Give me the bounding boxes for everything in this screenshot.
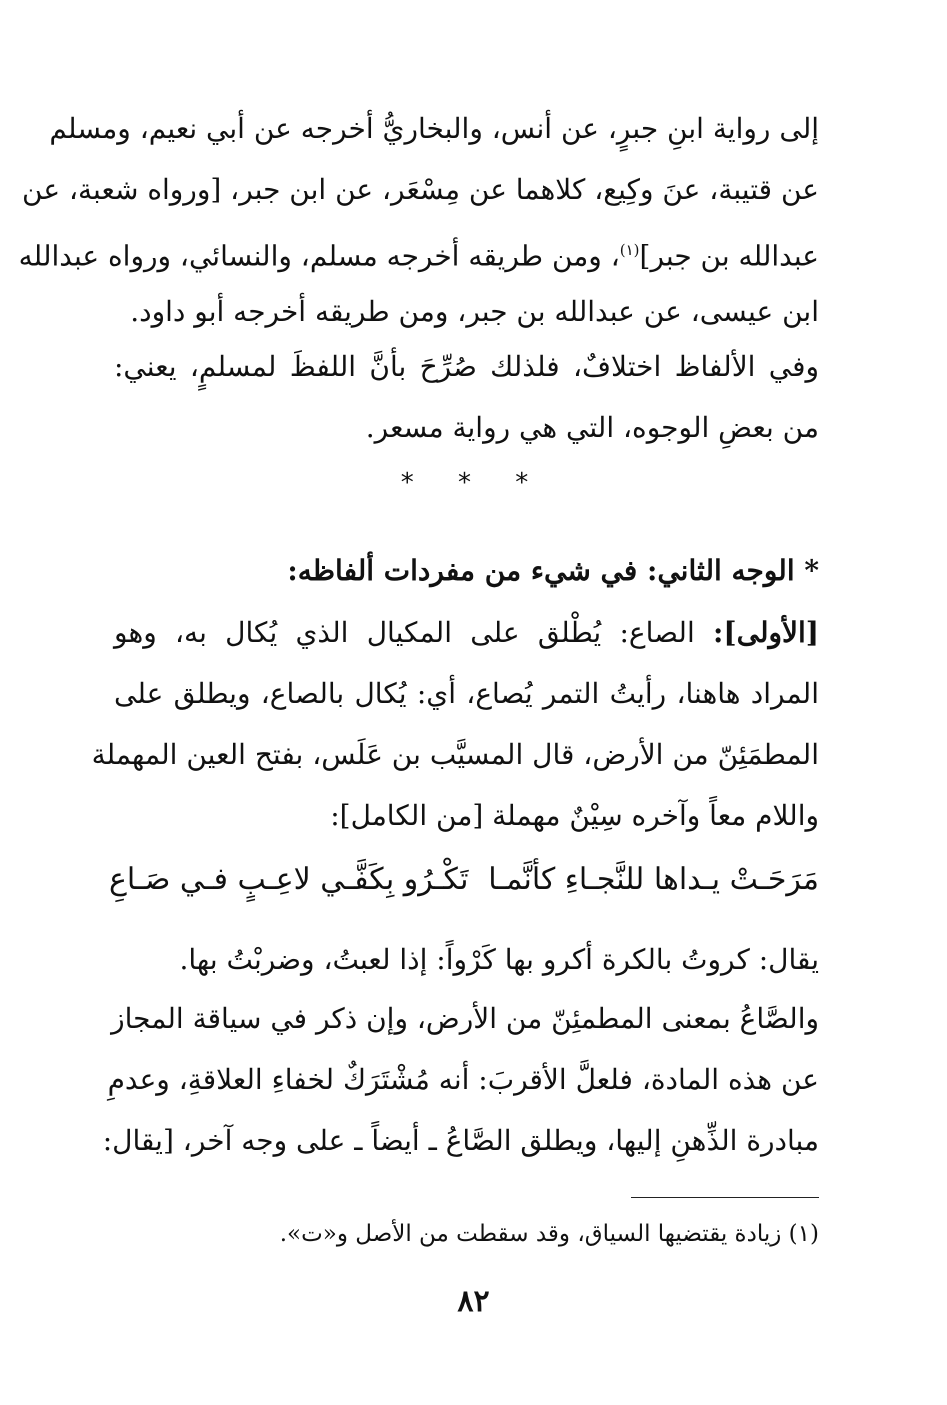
poem-hemistich-second: تَكْـرُو بِكَفَّـي لاعِـبٍ فـي صَـاعِ <box>109 862 469 897</box>
text-line: المطمَئِنّ من الأرض، قال المسيَّب بن عَلَس، بفتح العين المهملة <box>91 738 819 771</box>
text-line: والصَّاعُ بمعنى المطمئِنّ من الأرض، وإن ذكر في سياقة المجاز <box>111 1002 819 1035</box>
footnote-marker[interactable]: (١) <box>619 241 640 259</box>
paragraph-wording <box>114 336 819 458</box>
page-number: ٨٢ <box>457 1284 490 1319</box>
text-line: من بعضِ الوجوه، التي هي رواية مسعر. <box>365 411 819 444</box>
text-line: واللام معاً وآخره سِيْنٌ مهملة [من الكامل]: <box>330 799 819 832</box>
section-heading <box>114 540 819 601</box>
footnote-divider <box>631 1197 819 1198</box>
text-line: المراد هاهنا، رأيتُ التمر يُصاع، أي: يُكال بالصاع، ويطلق على <box>114 677 819 710</box>
paragraph-saa-definition <box>91 602 819 846</box>
poem-verse <box>109 850 819 920</box>
section-separator: * * * <box>400 468 547 498</box>
heading-text: * الوجه الثاني: في شيء من مفردات ألفاظه: <box>287 554 819 587</box>
point-label: [الأولى]: <box>713 616 819 649</box>
text-line: ابن عيسى، عن عبدالله بن جبر، ومن طريقه أخرجه أبو داود. <box>130 295 819 328</box>
footnote: (١) زيادة يقتضيها السياق، وقد سقطت من الأصل و«ت». <box>279 1221 819 1247</box>
text-line: مبادرة الذِّهنِ إليها، ويطلق الصَّاعُ ـ أيضاً ـ على وجه آخر، [يقال: <box>102 1124 819 1157</box>
paragraph-saa-meaning <box>102 988 819 1171</box>
text-line <box>114 602 819 663</box>
text-line: إلى رواية ابنِ جبرٍ، عن أنس، والبخاريُّ أخرجه عن أبي نعيم، ومسلم <box>49 112 819 145</box>
paragraph-karw <box>114 929 819 990</box>
paragraph-isnad <box>18 98 819 342</box>
line-continuation: الصاع: يُطْلق على المكيال الذي يُكال به، وهو <box>114 616 714 649</box>
text-line: وفي الألفاظ اختلافٌ، فلذلك صُرِّحَ بأنَّ اللفظَ لمسلمٍ، يعني: <box>114 350 819 383</box>
text-line: عن قتيبة، عنَ وكِيع، كلاهما عن مِسْعَر، عن ابن جبر، [ورواه شعبة، عن <box>22 173 819 206</box>
text-line: عن هذه المادة، فلعلَّ الأقربَ: أنه مُشْتَرَكٌ لخفاءِ العلاقةِ، وعدمِ <box>107 1063 819 1096</box>
poem-hemistich-first: مَرَحَـتْ يـداها للنَّجـاءِ كأنَّمـا <box>488 862 819 897</box>
text-line <box>18 220 819 281</box>
text-line: يقال: كروتُ بالكرة أكرو بها كَرْواً: إذا لعبتُ، وضربْتُ بها. <box>179 943 819 976</box>
line-continuation: ، ومن طريقه أخرجه مسلم، والنسائي، ورواه عبدالله <box>18 239 620 273</box>
bracketed-insertion: عبدالله بن جبر] <box>639 239 819 273</box>
